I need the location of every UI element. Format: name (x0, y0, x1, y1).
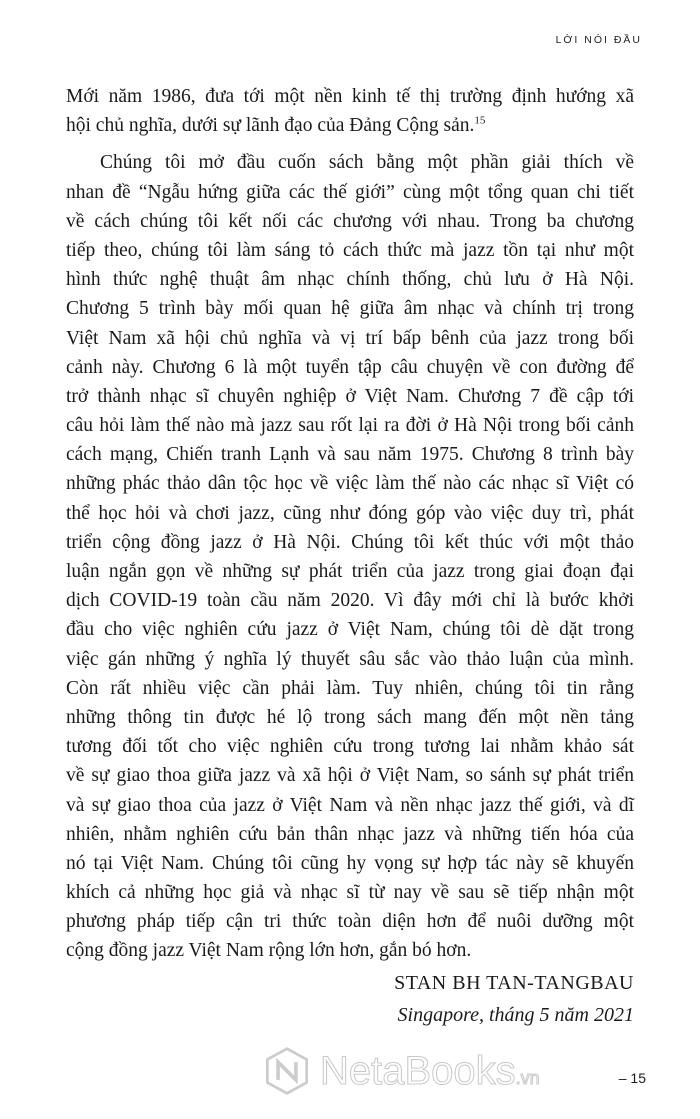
text-line: tiếp theo, chúng tôi làm sáng tỏ cách thức mà jazz tồn tại như một (66, 239, 634, 261)
text-line: nhiên, nhằm nghiên cứu bản thân nhạc jazz và những tiến hóa của (66, 823, 634, 845)
paragraph-2 (66, 148, 634, 965)
text-line: tương đối tốt cho việc nghiên cứu trong tương lai nhằm khảo sát (66, 736, 634, 758)
page-number: – 15 (618, 1070, 646, 1086)
text-line: những phác thảo dân tộc học về việc làm thế nào các nhạc sĩ Việt có (66, 473, 634, 495)
text-line: về cách chúng tôi kết nối các chương với nhau. Trong ba chương (66, 210, 634, 232)
text-line: phương pháp tiếp cận tri thức toàn diện hơn để nuôi dưỡng một (66, 911, 634, 933)
text-line (66, 111, 634, 140)
text-line: về sự giao thoa giữa jazz và xã hội ở Việt Nam, so sánh sự phát triển (66, 765, 634, 787)
text-line: hình thức nghệ thuật âm nhạc chính thống, chủ lưu ở Hà Nội. (66, 269, 634, 291)
text-line: cảnh này. Chương 6 là một tuyển tập câu chuyện về con đường để (66, 356, 634, 378)
text-line: Mới năm 1986, đưa tới một nền kinh tế thị trường định hướng xã (66, 86, 634, 107)
text-line: cách mạng, Chiến tranh Lạnh và sau năm 1975. Chương 8 trình bày (66, 444, 634, 466)
text-line: cộng đồng jazz Việt Nam rộng lớn hơn, gắn bó hơn. (66, 940, 472, 962)
text-line: những thông tin được hé lộ trong sách mang đến một nền tảng (66, 706, 634, 728)
watermark (262, 1046, 540, 1096)
text-line: Việt Nam xã hội chủ nghĩa và vị trí bấp bênh của jazz trong bối (66, 327, 634, 349)
watermark-text (320, 1049, 540, 1094)
text-line: thể học hỏi và chơi jazz, cũng như đóng góp vào việc duy trì, phát (66, 502, 634, 524)
text-line: và sự giao thoa của jazz ở Việt Nam và nền nhạc jazz thế giới, và dĩ (66, 794, 634, 816)
text-line: Chúng tôi mở đầu cuốn sách bằng một phần giải thích về (100, 152, 634, 174)
place-date: Singapore, tháng 5 năm 2021 (397, 1004, 634, 1026)
text-line: Còn rất nhiều việc cần phải làm. Tuy nhiên, chúng tôi tin rằng (66, 677, 634, 699)
text-line: việc gán những ý nghĩa lý thuyết sâu sắc vào thảo luận của mình. (66, 648, 634, 670)
text-line: câu hỏi làm thế nào mà jazz sau rốt lại ra đời ở Hà Nội trong bối cảnh (66, 415, 634, 437)
text-line: nó tại Việt Nam. Chúng tôi cũng hy vọng sự hợp tác này sẽ khuyến (66, 852, 634, 874)
text-line-content: hội chủ nghĩa, dưới sự lãnh đạo của Đảng Cộng sản. (66, 115, 475, 137)
running-header: LỜI NÓI ĐẦU (555, 34, 642, 46)
author-signature: STAN BH TAN-TANGBAU (394, 972, 634, 994)
text-line: triển cộng đồng jazz ở Hà Nội. Chúng tôi kết thúc với một thảo (66, 531, 634, 553)
footnote-ref: 15 (474, 114, 486, 127)
text-line: trở thành nhạc sĩ chuyên nghiệp ở Việt Nam. Chương 7 đề cập tới (66, 385, 634, 407)
text-line: đầu cho việc nghiên cứu jazz ở Việt Nam, chúng tôi dè dặt trong (66, 619, 634, 641)
text-line: dịch COVID-19 toàn cầu năm 2020. Vì đây mới chỉ là bước khởi (66, 590, 634, 612)
watermark-tld: .vn (515, 1067, 540, 1088)
netabooks-logo-icon (262, 1046, 312, 1096)
text-line: khích cả những học giả và nhạc sĩ từ nay về sau sẽ tiếp nhận một (66, 882, 634, 904)
text-line: luận ngắn gọn về những sự phát triển của jazz trong giai đoạn đại (66, 561, 634, 582)
text-line: nhan đề “Ngẫu hứng giữa các thế giới” cùng một tổng quan chi tiết (66, 181, 634, 203)
body-text (66, 82, 634, 966)
watermark-brand: NetaBooks (320, 1048, 516, 1093)
text-line: Chương 5 trình bày mối quan hệ giữa âm nhạc và chính trị trong (66, 298, 634, 320)
